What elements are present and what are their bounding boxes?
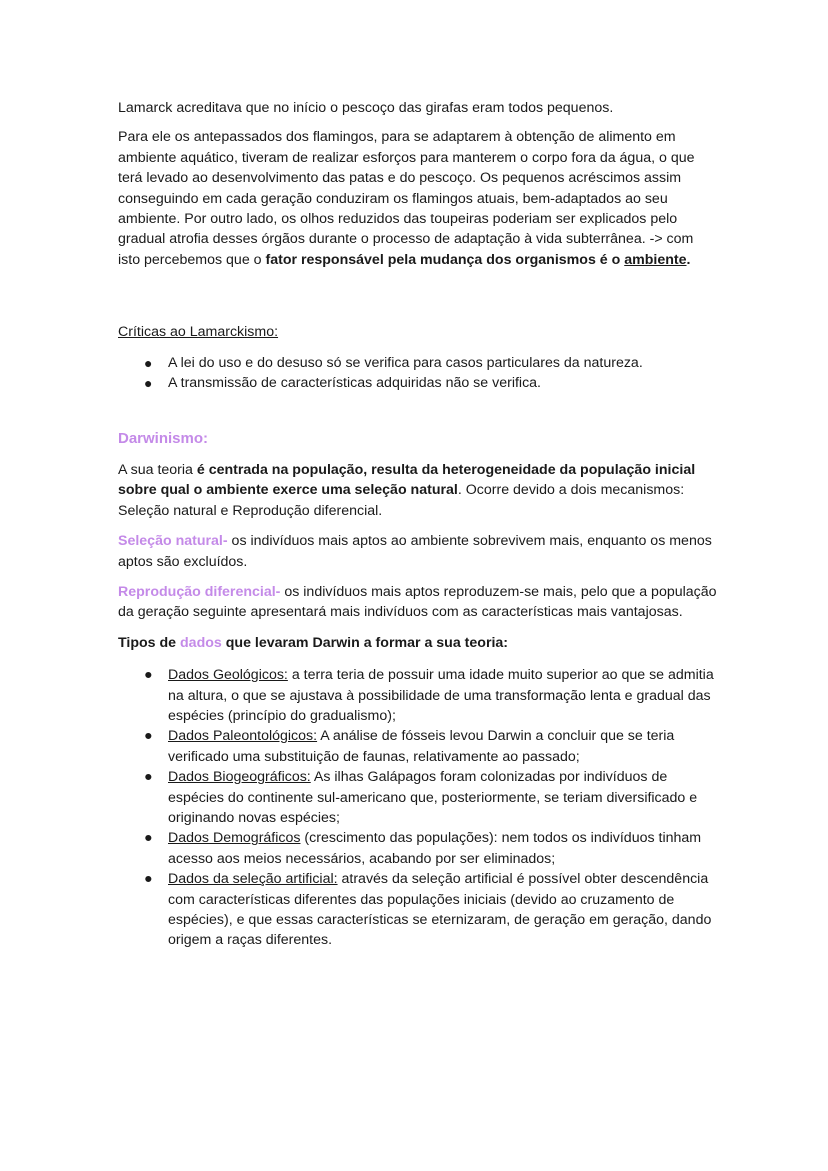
reproducao-paragraph <box>118 582 718 623</box>
data-list <box>118 665 718 951</box>
tipos-heading <box>118 633 718 653</box>
critics-title: Críticas ao Lamarckismo: <box>118 324 279 341</box>
bullet-icon: ● <box>144 667 153 684</box>
theory-end: . Ocorre devido a dois mecanismos: Seleção natural e Reprodução diferencial. <box>118 482 685 519</box>
data-item-text: através da seleção artificial é possível obter descendência com características diferentes das populações iniciais (devido ao cruzamento de espécies), e que essas características se eternizaram, de geração em geração, dando origem a raças diferentes. <box>168 871 712 949</box>
list-item <box>118 767 718 828</box>
data-item-label: Dados Paleontológicos: <box>168 728 318 745</box>
critics-item-text: A transmissão de características adquiridas não se verifica. <box>168 375 541 392</box>
bullet-icon: ● <box>144 769 153 786</box>
darwinismo-heading: Darwinismo: <box>118 430 209 448</box>
flamingo-paragraph-end: . <box>686 251 691 268</box>
flamingo-paragraph-text: Para ele os antepassados dos flamingos, para se adaptarem à obtenção de alimento em ambiente aquático, tiveram de realizar esforços para manterem o corpo fora da água, o que terá levado ao desenvolvimento das patas e do pescoço. Os pequenos acréscimos assim conseguindo em cada geração conduziram os flamingos atuais, bem-adaptados ao seu ambiente. Por outro lado, os olhos reduzidos das toupeiras poderiam ser explicados pelo gradual atrofia desses órgãos durante o processo de adaptação à vida subterrânea. -> com isto percebemos que o <box>118 129 695 268</box>
reproducao-label: Reprodução diferencial- <box>118 583 281 600</box>
data-item-label: Dados Demográficos <box>168 830 301 847</box>
bullet-icon: ● <box>144 728 153 745</box>
theory-bold: é centrada na população, resulta da heterogeneidade da população inicial sobre qual o ambiente exerce uma seleção natural <box>118 461 696 499</box>
reproducao-text: os indivíduos mais aptos reproduzem-se mais, pelo que a população da geração seguinte apresentará mais indivíduos com as características mais vantajosas. <box>118 583 717 621</box>
bullet-icon: ● <box>144 375 153 392</box>
bullet-icon: ● <box>144 871 153 888</box>
flamingo-paragraph <box>118 127 718 270</box>
data-item-label: Dados da seleção artificial: <box>168 871 338 888</box>
theory-paragraph <box>118 460 718 521</box>
list-item <box>118 665 718 726</box>
theory-start: A sua teoria <box>118 461 197 478</box>
data-item-label: Dados Geológicos: <box>168 667 288 684</box>
tipos-accent: dados <box>180 634 222 651</box>
critics-list <box>118 353 718 394</box>
list-item <box>118 828 718 869</box>
document-page <box>118 98 718 951</box>
data-item-text: A análise de fósseis levou Darwin a concluir que se teria verificado uma substituição de faunas, relativamente ao passado; <box>168 728 675 765</box>
flamingo-paragraph-keyword: ambiente <box>624 251 687 268</box>
list-item <box>118 353 718 373</box>
selecao-label: Seleção natural- <box>118 533 228 550</box>
data-item-text: As ilhas Galápagos foram colonizadas por indivíduos de espécies do continente sul-americano que, posteriormente, se teriam diversificado e originando novas espécies; <box>168 769 698 826</box>
bullet-icon: ● <box>144 830 153 847</box>
data-item-text: a terra teria de possuir uma idade muito superior ao que se admitia na altura, o que se ajustava à possibilidade de uma transformação lenta e gradual das espécies (princípio do gradualismo); <box>168 667 714 724</box>
data-item-text: (crescimento das populações): nem todos os indivíduos tinham acesso aos meios necessários, acabando por ser eliminados; <box>168 830 702 867</box>
list-item <box>118 726 718 767</box>
data-item-label: Dados Biogeográficos: <box>168 769 311 786</box>
selecao-text: os indivíduos mais aptos ao ambiente sobrevivem mais, enquanto os menos aptos são excluídos. <box>118 533 712 570</box>
critics-item-text: A lei do uso e do desuso só se verifica para casos particulares da natureza. <box>168 354 643 371</box>
list-item <box>118 373 718 393</box>
list-item <box>118 869 718 951</box>
flamingo-paragraph-bold: fator responsável pela mudança dos organismos é o <box>265 251 625 268</box>
tipos-start: Tipos de <box>118 634 181 651</box>
intro-line: Lamarck acreditava que no início o pescoço das girafas eram todos pequenos. <box>118 100 614 116</box>
selecao-paragraph <box>118 531 718 572</box>
tipos-end: que levaram Darwin a formar a sua teoria: <box>221 634 509 651</box>
bullet-icon: ● <box>144 354 153 371</box>
